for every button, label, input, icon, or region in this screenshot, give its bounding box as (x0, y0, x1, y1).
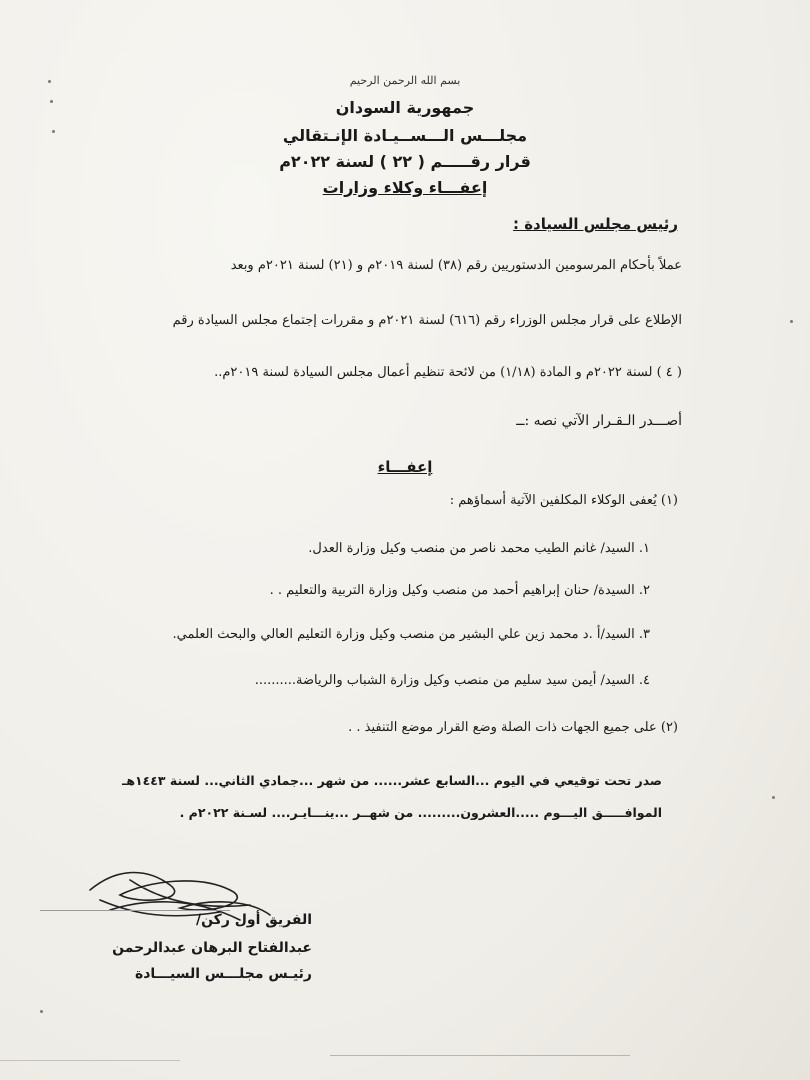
clause-1: (١) يُعفى الوكلاء المكلفين الآتية أسماؤهم : (449, 493, 678, 508)
clause-2: (٢) على جميع الجهات ذات الصلة وضع القرار موضع التنفيذ . . (348, 720, 678, 735)
preamble-line: الإطلاع على قرار مجلس الوزراء رقم (٦١٦) لسنة ٢٠٢١م و مقررات إجتماع مجلس السيادة رقم (172, 313, 682, 328)
handwritten-signature (80, 860, 280, 940)
issuance-line: صدر تحت توقيعي في اليوم ...السابع عشر...... من شهر ...جمادي الثاني... لسنة ١٤٤٣هـ (122, 773, 662, 788)
preamble-line: ( ٤ ) لسنة ٢٠٢٢م و المادة (١/١٨) من لائحة تنظيم أعمال مجلس السيادة لسنة ٢٠١٩م.. (214, 365, 682, 380)
signatory-rank: الفريق أول ركن/ (195, 912, 312, 928)
scan-speck (52, 130, 55, 133)
signatory-title: رئيـس مجلـــس السيـــادة (134, 966, 312, 982)
preamble-line: أصـــدر الـقـرار الآتي نصه :ــ (516, 413, 682, 429)
section-title: إعفـــاء (377, 458, 433, 476)
council-name: مجلـــس الـــســيـادة الإنـتقالي (282, 126, 528, 145)
list-item: ١. السيد/ غانم الطيب محمد ناصر من منصب وكيل وزارة العدل. (308, 541, 650, 556)
list-item: ٤. السيد/ أيمن سيد سليم من منصب وكيل وزارة الشباب والرياضة.......... (254, 673, 650, 688)
scan-speck (48, 80, 51, 83)
preamble-line: عملاً بأحكام المرسومين الدستوريين رقم (٣٨) لسنة ٢٠١٩م و (٢١) لسنة ٢٠٢١م وبعد (230, 258, 682, 273)
decree-subject: إعفـــاء وكلاء وزارات (322, 178, 488, 197)
scan-speck (40, 1010, 43, 1013)
divider (40, 910, 230, 911)
list-item: ٣. السيد/أ .د محمد زين علي البشير من منصب وكيل وزارة التعليم العالي والبحث العلمي. (172, 627, 650, 642)
decree-number: قرار رقـــــم ( ٢٢ ) لسنة ٢٠٢٢م (279, 152, 531, 171)
scan-speck (50, 100, 53, 103)
country-name: جمهورية السودان (335, 98, 475, 117)
scan-speck (772, 796, 775, 799)
issuance-line: الموافـــــق اليـــوم .....العشرون......... من شهــر ...ينـــايـر.... لسـنة ٢٠٢٢م . (179, 805, 662, 820)
scan-speck (790, 320, 793, 323)
signatory-name: عبدالفتاح البرهان عبدالرحمن (112, 940, 312, 956)
addressee: رئيس مجلس السيادة : (512, 215, 678, 233)
basmala: بسم الله الرحمن الرحيم (349, 74, 461, 87)
list-item: ٢. السيدة/ حنان إبراهيم أحمد من منصب وكيل وزارة التربية والتعليم . . (269, 583, 650, 598)
divider (330, 1055, 630, 1056)
divider (0, 1060, 180, 1061)
